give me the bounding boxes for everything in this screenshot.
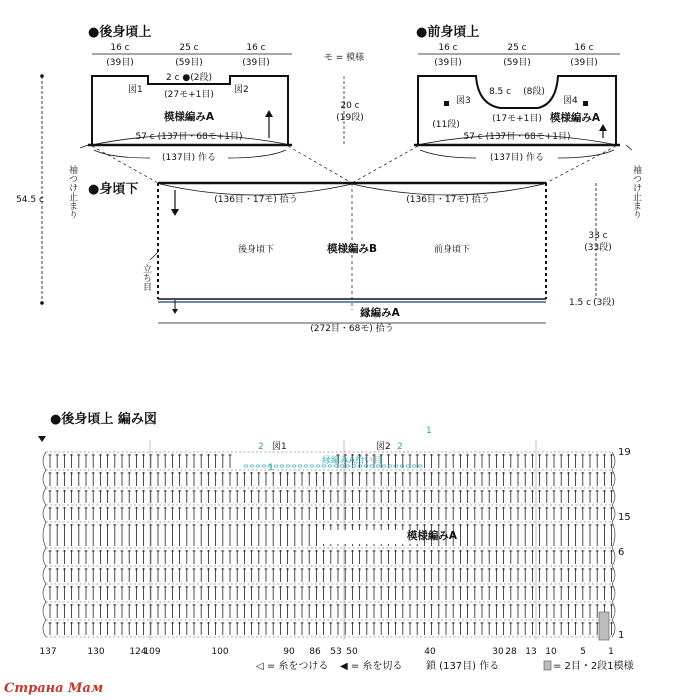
front-upper-section (414, 24, 620, 163)
pickup-stitch (310, 465, 314, 467)
pickup-stitch (382, 465, 386, 467)
front-top-rows-1: (39目) (434, 58, 462, 68)
edge-height: 1.5 c (568, 298, 592, 308)
front-bottom-dim: 57 c (137目・68モ+1目) (463, 132, 571, 142)
turning-loop (43, 522, 46, 548)
pickup-stitch (256, 465, 260, 467)
row-19: 19 (618, 447, 631, 458)
edge-arrow-head (172, 309, 178, 314)
stitch-number: 1 (608, 647, 614, 657)
row-15: 15 (618, 512, 631, 523)
body-lower-title: ●身頃下 (88, 182, 139, 197)
pickup-stitch (412, 465, 416, 467)
total-height-bottom (40, 301, 44, 305)
pickup-stitch (274, 465, 278, 467)
body-arrow-head (171, 209, 179, 216)
front-fig4: 図4 (563, 96, 578, 106)
back-upper-section (88, 24, 292, 163)
front-neck-stitch: (17モ+1目) (492, 114, 542, 124)
turning-loop (43, 488, 46, 505)
row-6: 6 (618, 547, 625, 558)
front-top-dim-2: 25 c (507, 43, 527, 53)
pickup-stitch (298, 465, 302, 467)
back-top-dim-3: 16 c (246, 43, 266, 53)
front-fig3: 図3 (456, 96, 471, 106)
front-upper-title: ●前身頃上 (416, 25, 480, 40)
pickup-stitch (286, 465, 290, 467)
back-top-rows-3: (39目) (242, 58, 270, 68)
stitch-number: 86 (309, 647, 321, 657)
front-top-rows-2: (59目) (503, 58, 531, 68)
pick-left: (136目・17モ) 拾う (214, 195, 298, 205)
chart-title: ●後身頃上 編み図 (50, 412, 157, 427)
back-top-dim-2: 25 c (179, 43, 199, 53)
back-neck-label: 2 c ●(2段) (166, 73, 212, 83)
body-pattern-label: 模様編みB (326, 243, 378, 255)
legend-repeat-swatch (544, 661, 551, 670)
back-arrow-head (265, 110, 273, 117)
stitch-number: 10 (545, 647, 557, 657)
pickup-stitch (418, 465, 422, 467)
stitch-numbers (39, 647, 613, 657)
back-bottom-dim: 57 c (137目・68モ+1目) (135, 132, 243, 142)
pick-right: (136目・17モ) 拾う (406, 195, 490, 205)
back-top-rows-2: (59目) (175, 58, 203, 68)
upper-rows: (19段) (336, 113, 364, 123)
stitch-number: 5 (580, 647, 586, 657)
pickup-stitch (400, 465, 404, 467)
pickup-stitch (250, 465, 254, 467)
chart-num-2-right: 2 (397, 442, 403, 452)
front-lower-label: 前身頃下 (433, 245, 471, 255)
chain-note: 鎖 (137目) 作る (426, 661, 500, 672)
pickup-stitch (316, 465, 320, 467)
total-height-top (40, 74, 44, 78)
stitch-chart-section (38, 411, 634, 672)
chart-pattern-label: 模様編みA (406, 530, 458, 542)
front-marker-left (444, 101, 449, 106)
back-fig1: 図1 (128, 85, 143, 95)
back-top-dim-1: 16 c (110, 43, 130, 53)
stitch-number: 40 (424, 647, 436, 657)
body-lower-section (88, 181, 615, 334)
turning-loop (43, 602, 46, 620)
turning-loop (43, 566, 46, 584)
upper-height: 20 c (340, 101, 360, 111)
stitch-number: 13 (525, 647, 537, 657)
turning-loop (612, 488, 615, 505)
back-lower-label: 後身頃下 (237, 245, 275, 255)
sleeve-right-pointer (626, 145, 632, 150)
pickup-stitch (292, 465, 296, 467)
edge-pattern-label: 縁編みA (360, 307, 400, 319)
stitch-number: 109 (143, 647, 161, 657)
pickup-stitch (244, 465, 248, 467)
chart-num-1-left: 1 (268, 463, 274, 473)
chart-fig2: 図2 (376, 442, 391, 452)
front-pattern-label: 模様編みA (549, 112, 601, 124)
chart-num-1-right: 1 (426, 426, 432, 436)
bottom-pick: (272目・68モ) 拾う (310, 324, 394, 334)
row-1: 1 (618, 630, 625, 641)
turning-loop (43, 452, 46, 470)
legend-attach: ◁ = 糸をつける (256, 661, 329, 672)
stitch-number: 137 (39, 647, 57, 657)
front-cast-on: (137目) 作る (489, 153, 545, 163)
sleeve-stop-left: 袖つけ止まり (67, 165, 77, 219)
turning-loop (612, 505, 615, 522)
back-cast-on: (137目) 作る (161, 153, 217, 163)
chart-fig1: 図1 (272, 442, 287, 452)
turning-loop (43, 620, 46, 637)
front-side-rows: (11段) (432, 120, 460, 130)
stitch-number: 124 (129, 647, 147, 657)
stitch-number: 90 (283, 647, 295, 657)
turning-loop (43, 470, 46, 488)
stitch-number: 53 (330, 647, 342, 657)
stitch-number: 100 (211, 647, 229, 657)
body-height: 33 c (588, 231, 608, 241)
stand-pointer (150, 252, 158, 260)
front-top-dim-1: 16 c (438, 43, 458, 53)
turning-loop (43, 584, 46, 602)
sleeve-stop-right: 袖つけ止まり (631, 165, 641, 219)
back-pattern-label: 模様編みA (163, 111, 215, 123)
front-neck-depth: 8.5 c (488, 87, 512, 97)
repeat-box (599, 612, 609, 640)
front-arrow-head (599, 124, 607, 131)
front-top-dim-3: 16 c (574, 43, 594, 53)
watermark: Страна Мам (4, 681, 104, 696)
stitch-number: 28 (505, 647, 517, 657)
pickup-stitch (304, 465, 308, 467)
mo-legend: モ = 模様 (323, 53, 365, 63)
turning-loop (43, 548, 46, 566)
chart-num-2-left: 2 (258, 442, 264, 452)
turning-loop (612, 620, 615, 637)
legend-repeat: = 2目・2段1模様 (553, 661, 634, 672)
legend-cut: ◀ = 糸を切る (340, 661, 403, 672)
stitch-number: 130 (87, 647, 105, 657)
pickup-stitch (280, 465, 284, 467)
pickup-stitch (262, 465, 266, 467)
body-height-rows: (33段) (584, 243, 612, 253)
chart-start-marker (38, 436, 46, 442)
edge-rows: (3段) (593, 298, 615, 308)
stitch-number: 50 (346, 647, 358, 657)
front-top-rows-3: (39目) (570, 58, 598, 68)
connector-lines (92, 146, 616, 183)
stand-stitch: 立ち目 (141, 264, 151, 291)
turning-loop (43, 505, 46, 522)
turning-loop (612, 522, 615, 548)
back-top-rows-1: (39目) (106, 58, 134, 68)
edge-pick-note: 縁編みA拾い目 (321, 456, 383, 466)
pickup-stitch (406, 465, 410, 467)
back-upper-title: ●後身頃上 (88, 25, 152, 40)
back-neck-stitch: (27モ+1目) (164, 90, 214, 100)
stitch-number: 30 (492, 647, 504, 657)
total-height: 54.5 c (16, 195, 44, 205)
back-fig2: 図2 (234, 85, 249, 95)
sleeve-left-pointer (80, 145, 88, 148)
front-neck-rows: (8段) (523, 87, 545, 97)
front-marker-right (583, 101, 588, 106)
